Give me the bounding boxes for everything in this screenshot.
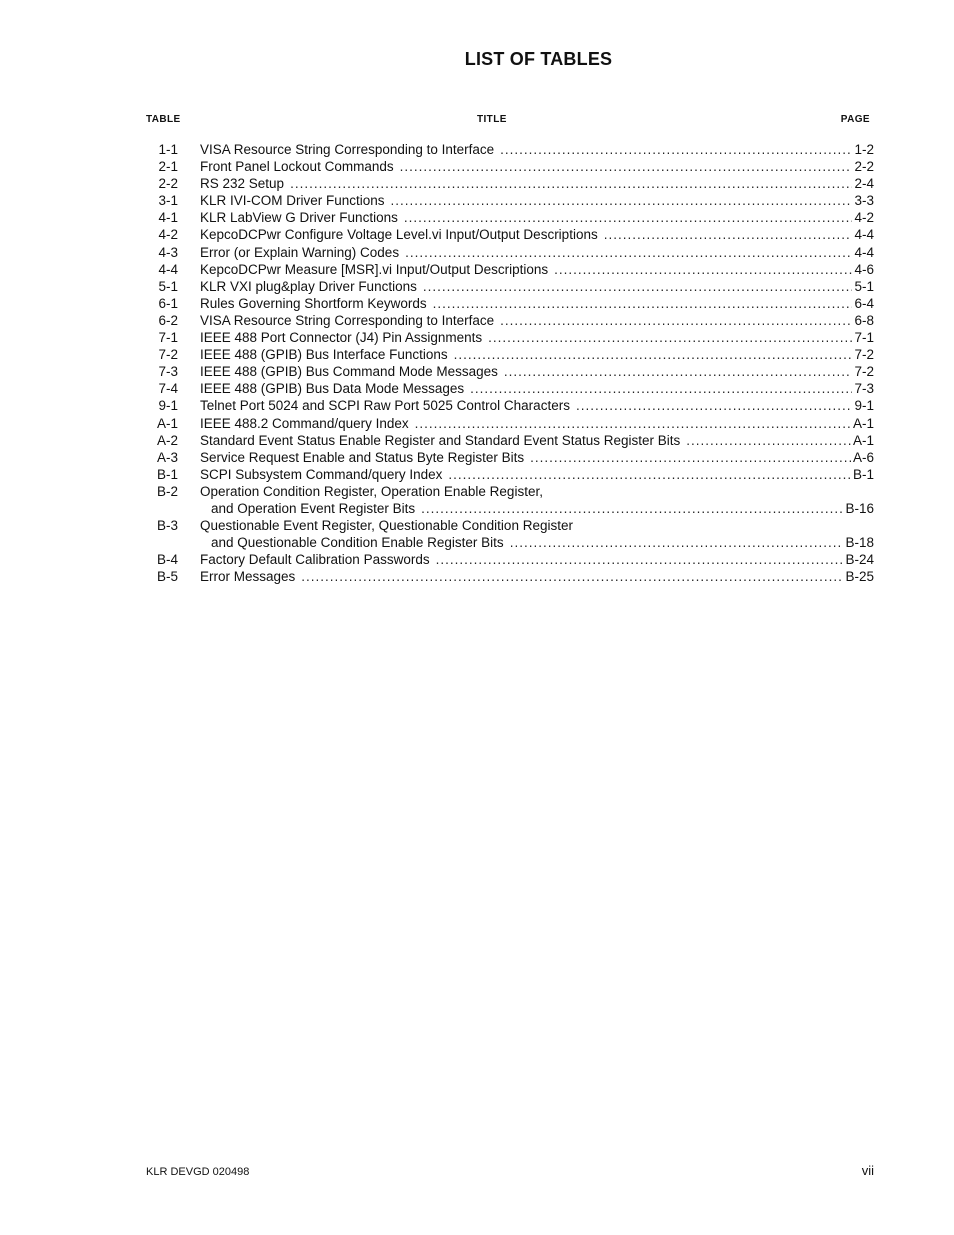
table-title: and Questionable Condition Enable Register Bits bbox=[211, 535, 504, 551]
table-title: KepcoDCPwr Measure [MSR].vi Input/Output Descriptions bbox=[200, 261, 549, 277]
table-number: A-3 bbox=[156, 449, 178, 465]
table-number: 6-2 bbox=[158, 312, 178, 328]
table-title-line1: Questionable Event Register, Questionable Condition Register bbox=[200, 518, 573, 534]
page-ref: 5-1 bbox=[854, 278, 874, 294]
table-title: Rules Governing Shortform Keywords bbox=[200, 295, 427, 311]
toc-entry[interactable] bbox=[146, 551, 874, 568]
toc-entry[interactable] bbox=[146, 415, 874, 432]
table-title: IEEE 488 (GPIB) Bus Data Mode Messages bbox=[200, 381, 465, 397]
table-title: IEEE 488.2 Command/query Index bbox=[200, 415, 409, 431]
toc-entry[interactable] bbox=[146, 397, 874, 414]
table-title: Error Messages bbox=[200, 569, 296, 585]
toc-entry[interactable] bbox=[146, 141, 874, 158]
table-number: B-2 bbox=[156, 483, 178, 499]
table-number: A-1 bbox=[156, 415, 178, 431]
page-ref: 4-2 bbox=[854, 210, 874, 226]
table-number: 1-1 bbox=[158, 142, 178, 157]
table-title: IEEE 488 (GPIB) Bus Command Mode Messages bbox=[200, 364, 498, 380]
table-number: 9-1 bbox=[158, 398, 178, 414]
table-title: Front Panel Lockout Commands bbox=[200, 159, 394, 175]
table-number: 2-1 bbox=[158, 159, 178, 175]
page-ref: 7-3 bbox=[854, 381, 874, 397]
toc-entry[interactable] bbox=[146, 192, 874, 209]
table-title: Telnet Port 5024 and SCPI Raw Port 5025 Control Characters bbox=[200, 398, 570, 414]
page-ref: A-1 bbox=[852, 432, 874, 448]
column-header-table: TABLE bbox=[146, 114, 181, 125]
table-number: 7-1 bbox=[158, 330, 178, 346]
toc-entry[interactable] bbox=[146, 244, 874, 261]
toc-entry[interactable] bbox=[146, 346, 874, 363]
page-ref: 1-2 bbox=[854, 142, 874, 157]
toc-entry[interactable] bbox=[146, 466, 874, 483]
toc-entry[interactable] bbox=[146, 449, 874, 466]
toc-entry[interactable] bbox=[146, 380, 874, 397]
page-ref: 2-2 bbox=[854, 159, 874, 175]
table-number: 7-3 bbox=[158, 364, 178, 380]
table-number: B-3 bbox=[156, 518, 178, 534]
toc-entry[interactable] bbox=[146, 278, 874, 295]
page-ref: 6-8 bbox=[854, 312, 874, 328]
table-number: A-2 bbox=[156, 432, 178, 448]
page-ref: B-16 bbox=[845, 500, 874, 516]
toc-entry[interactable] bbox=[146, 329, 874, 346]
page-ref: 7-2 bbox=[854, 364, 874, 380]
table-title: Factory Default Calibration Passwords bbox=[200, 552, 430, 568]
page-ref: B-25 bbox=[845, 569, 874, 585]
table-list bbox=[146, 141, 874, 585]
table-number: 7-4 bbox=[158, 381, 178, 397]
column-header-page: PAGE bbox=[840, 114, 870, 125]
toc-entry[interactable] bbox=[146, 568, 874, 585]
toc-entry[interactable] bbox=[146, 295, 874, 312]
table-title: and Operation Event Register Bits bbox=[211, 500, 416, 516]
table-number: 2-2 bbox=[158, 176, 178, 192]
table-number: B-5 bbox=[156, 569, 178, 585]
page-ref: 6-4 bbox=[854, 295, 874, 311]
page-ref: 7-2 bbox=[854, 347, 874, 363]
page-ref: A-6 bbox=[852, 449, 874, 465]
table-number: B-4 bbox=[156, 552, 178, 568]
page-ref: 7-1 bbox=[854, 330, 874, 346]
table-title: KLR IVI-COM Driver Functions bbox=[200, 193, 385, 209]
table-title: VISA Resource String Corresponding to Interface bbox=[200, 142, 495, 157]
table-number: 5-1 bbox=[158, 278, 178, 294]
page-ref: 4-4 bbox=[854, 244, 874, 260]
toc-entry[interactable] bbox=[146, 312, 874, 329]
page-ref: 3-3 bbox=[854, 193, 874, 209]
table-title-line1: Operation Condition Register, Operation Enable Register, bbox=[200, 483, 543, 499]
table-title: IEEE 488 Port Connector (J4) Pin Assignments bbox=[200, 330, 483, 346]
table-title: KLR LabView G Driver Functions bbox=[200, 210, 398, 226]
table-title: IEEE 488 (GPIB) Bus Interface Functions bbox=[200, 347, 448, 363]
table-number: 7-2 bbox=[158, 347, 178, 363]
footer-page-number: vii bbox=[861, 1163, 874, 1178]
table-title: KLR VXI plug&play Driver Functions bbox=[200, 278, 417, 294]
page-ref: 4-4 bbox=[854, 227, 874, 243]
page-ref: B-18 bbox=[845, 535, 874, 551]
table-title: Service Request Enable and Status Byte Register Bits bbox=[200, 449, 525, 465]
page-title: LIST OF TABLES bbox=[464, 49, 613, 69]
page-ref: B-1 bbox=[852, 466, 874, 482]
toc-entry[interactable] bbox=[146, 261, 874, 278]
column-header-title: TITLE bbox=[477, 114, 507, 125]
toc-entry[interactable] bbox=[146, 432, 874, 449]
page-ref: 9-1 bbox=[854, 398, 874, 414]
toc-entry[interactable] bbox=[146, 209, 874, 226]
table-number: 3-1 bbox=[158, 193, 178, 209]
table-number: B-1 bbox=[156, 466, 178, 482]
table-title: SCPI Subsystem Command/query Index bbox=[200, 466, 443, 482]
page-ref: B-24 bbox=[845, 552, 874, 568]
table-number: 4-3 bbox=[158, 244, 178, 260]
toc-entry[interactable] bbox=[146, 226, 874, 243]
toc-entry[interactable] bbox=[146, 517, 874, 551]
table-title: Error (or Explain Warning) Codes bbox=[200, 244, 400, 260]
toc-entry[interactable] bbox=[146, 175, 874, 192]
table-title: VISA Resource String Corresponding to Interface bbox=[200, 312, 495, 328]
page-ref: 4-6 bbox=[854, 261, 874, 277]
footer-doc-id: KLR DEVGD 020498 bbox=[146, 1166, 250, 1178]
toc-entry[interactable] bbox=[146, 363, 874, 380]
table-number: 4-4 bbox=[158, 261, 178, 277]
table-title: Standard Event Status Enable Register and Standard Event Status Register Bits bbox=[200, 432, 681, 448]
page-ref: A-1 bbox=[852, 415, 874, 431]
table-title: RS 232 Setup bbox=[200, 176, 285, 192]
toc-entry[interactable] bbox=[146, 483, 874, 517]
table-number: 6-1 bbox=[158, 295, 178, 311]
table-number: 4-2 bbox=[158, 227, 178, 243]
table-title: KepcoDCPwr Configure Voltage Level.vi Input/Output Descriptions bbox=[200, 227, 598, 243]
page-ref: 2-4 bbox=[854, 176, 874, 192]
table-number: 4-1 bbox=[158, 210, 178, 226]
toc-entry[interactable] bbox=[146, 158, 874, 175]
